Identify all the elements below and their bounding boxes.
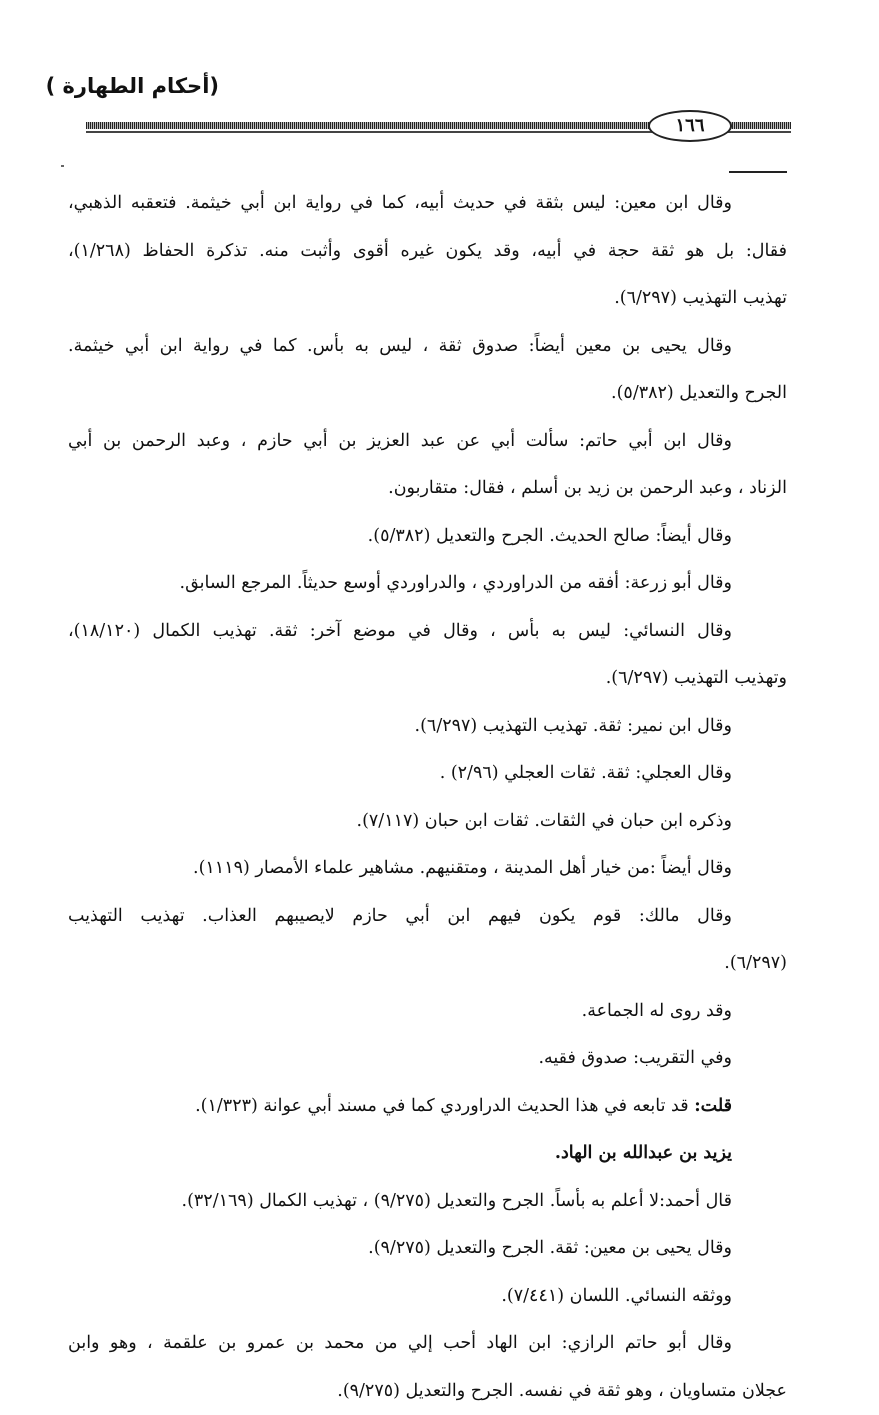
text-line: وقال ابن نمير: ثقة. تهذيب التهذيب (٦/٢٩٧). <box>68 703 787 751</box>
text-line: وقال أبو حاتم الرازي: ابن الهاد أحب إلي من محمد بن عمرو بن علقمة ، وهو وابن <box>68 1320 787 1368</box>
text-line: وقال ابن أبي حاتم: سألت أبي عن عبد العزيز بن أبي حازم ، وعبد الرحمن بن أبي <box>68 418 787 466</box>
footnote-separator <box>729 171 787 173</box>
text-line: وقال النسائي: ليس به بأس ، وقال في موضع آخر: ثقة. تهذيب الكمال (١٨/١٢٠)، <box>68 608 787 656</box>
text-line: قال أحمد:لا أعلم به بأساً. الجرح والتعديل (٩/٢٧٥) ، تهذيب الكمال (٣٢/١٦٩). <box>68 1178 787 1226</box>
text-line: وقال العجلي: ثقة. ثقات العجلي (٢/٩٦) . <box>68 750 787 798</box>
text-line: وتهذيب التهذيب (٦/٢٩٧). <box>68 655 787 703</box>
text-line: (٦/٢٩٧). <box>68 940 787 988</box>
text-line: تهذيب التهذيب (٦/٢٩٧). <box>68 275 787 323</box>
text-line: الزناد ، وعبد الرحمن بن زيد بن أسلم ، فقال: متقاربون. <box>68 465 787 513</box>
text-line: وقال يحيى بن معين: ثقة. الجرح والتعديل (٩/٢٧٥). <box>68 1225 787 1273</box>
text-line <box>68 1083 787 1131</box>
footnote-body <box>68 180 787 1415</box>
text-line: وقد روى له الجماعة. <box>68 988 787 1036</box>
print-mark <box>61 165 64 167</box>
text-line: وقال أيضاً :من خيار أهل المدينة ، ومتقنيهم. مشاهير علماء الأمصار (١١١٩). <box>68 845 787 893</box>
text-line: فقال: بل هو ثقة حجة في أبيه، وقد يكون غيره أقوى وأثبت منه. تذكرة الحفاظ (١/٢٦٨)، <box>68 228 787 276</box>
text-line: وذكره ابن حبان في الثقات. ثقات ابن حبان (٧/١١٧). <box>68 798 787 846</box>
qultu-label: قلت: <box>694 1096 732 1116</box>
text-line: ووثقه النسائي. اللسان (٧/٤٤١). <box>68 1273 787 1321</box>
text-line: وفي التقريب: صدوق فقيه. <box>68 1035 787 1083</box>
text-line: وقال أبو زرعة: أفقه من الدراوردي ، والدراوردي أوسع حديثاً. المرجع السابق. <box>68 560 787 608</box>
text-line: الجرح والتعديل (٥/٣٨٢). <box>68 370 787 418</box>
text-line: وقال يحيى بن معين أيضاً: صدوق ثقة ، ليس به بأس. كما في رواية ابن أبي خيثمة. <box>68 323 787 371</box>
page-number: ١٦٦ <box>648 110 732 142</box>
narrator-heading: يزيد بن عبدالله بن الهاد. <box>68 1130 787 1178</box>
text-line: عجلان متساويان ، وهو ثقة في نفسه. الجرح والتعديل (٩/٢٧٥). <box>68 1368 787 1415</box>
text-line: وقال أيضاً: صالح الحديث. الجرح والتعديل (٥/٣٨٢). <box>68 513 787 561</box>
text-line: وقال ابن معين: ليس بثقة في حديث أبيه، كما في رواية ابن أبي خيثمة. فتعقبه الذهبي، <box>68 180 787 228</box>
text-line: وقال مالك: قوم يكون فيهم ابن أبي حازم لايصيبهم العذاب. تهذيب التهذيب <box>68 893 787 941</box>
book-title: (أحكام الطهارة ) <box>39 74 219 98</box>
text-line-rest: قد تابعه في هذا الحديث الدراوردي كما في مسند أبي عوانة (١/٣٢٣). <box>195 1096 694 1116</box>
